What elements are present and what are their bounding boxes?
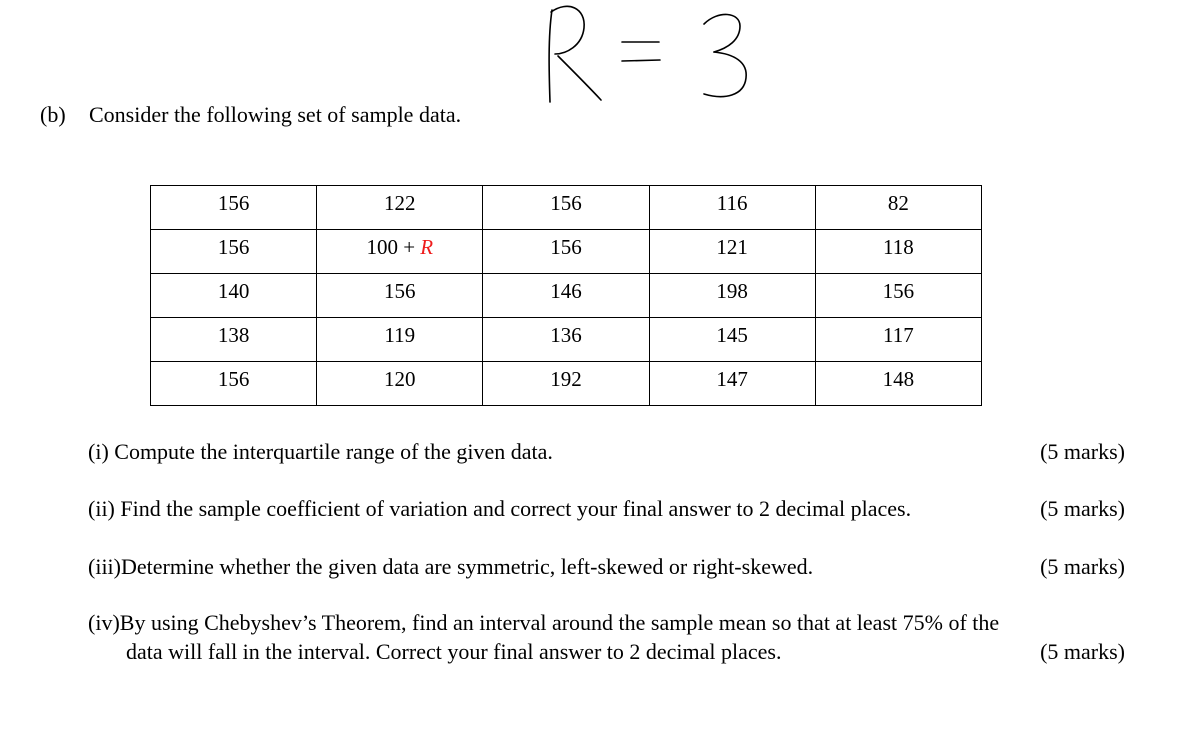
question-ii [88, 494, 1125, 523]
table-cell: 156 [815, 274, 981, 318]
table-cell: 121 [649, 230, 815, 274]
table-row [151, 186, 982, 230]
table-row [151, 362, 982, 406]
question-text: (i) Compute the interquartile range of the given data. [88, 439, 553, 464]
question-i [88, 437, 1125, 466]
part-instruction: Consider the following set of sample data. [89, 102, 462, 127]
table-cell: 140 [151, 274, 317, 318]
table-row [151, 318, 982, 362]
table-cell: 156 [483, 186, 649, 230]
question-text-continued: data will fall in the interval. Correct your final answer to 2 decimal places. [126, 639, 782, 664]
table-cell: 156 [483, 230, 649, 274]
table-cell: 120 [317, 362, 483, 406]
table-row [151, 230, 982, 274]
sample-data-table [150, 185, 982, 406]
table-cell: 147 [649, 362, 815, 406]
table-cell: 117 [815, 318, 981, 362]
marks-label: (5 marks) [1040, 439, 1125, 464]
table-cell: 156 [317, 274, 483, 318]
table-cell: 146 [483, 274, 649, 318]
variable-r: R [420, 235, 434, 259]
question-iii [88, 552, 1125, 581]
question-text: (ii) Find the sample coefficient of variation and correct your final answer to 2 decimal places. [88, 496, 912, 521]
marks-label: (5 marks) [1040, 639, 1125, 664]
table-cell: 148 [815, 362, 981, 406]
question-text: (iv)By using Chebyshev’s Theorem, find an interval around the sample mean so that at least 75% of the [88, 610, 1000, 635]
table-cell: 116 [649, 186, 815, 230]
question-text: (iii)Determine whether the given data are symmetric, left-skewed or right-skewed. [88, 554, 814, 579]
table-cell: 156 [151, 230, 317, 274]
table-cell: 118 [815, 230, 981, 274]
question-iv [88, 608, 1125, 666]
marks-label: (5 marks) [1040, 554, 1125, 579]
table-cell: 156 [151, 186, 317, 230]
handwritten-note-r-equals-3 [538, 2, 758, 114]
table-cell: 119 [317, 318, 483, 362]
table-cell: 82 [815, 186, 981, 230]
table-cell: 198 [649, 274, 815, 318]
table-cell-variable [317, 230, 483, 274]
marks-label: (5 marks) [1040, 496, 1125, 521]
part-label: (b) [40, 102, 66, 127]
cell-prefix: 100 + [366, 235, 421, 259]
table-cell: 192 [483, 362, 649, 406]
table-cell: 136 [483, 318, 649, 362]
table-cell: 145 [649, 318, 815, 362]
table-cell: 138 [151, 318, 317, 362]
table-cell: 156 [151, 362, 317, 406]
table-row [151, 274, 982, 318]
table-cell: 122 [317, 186, 483, 230]
